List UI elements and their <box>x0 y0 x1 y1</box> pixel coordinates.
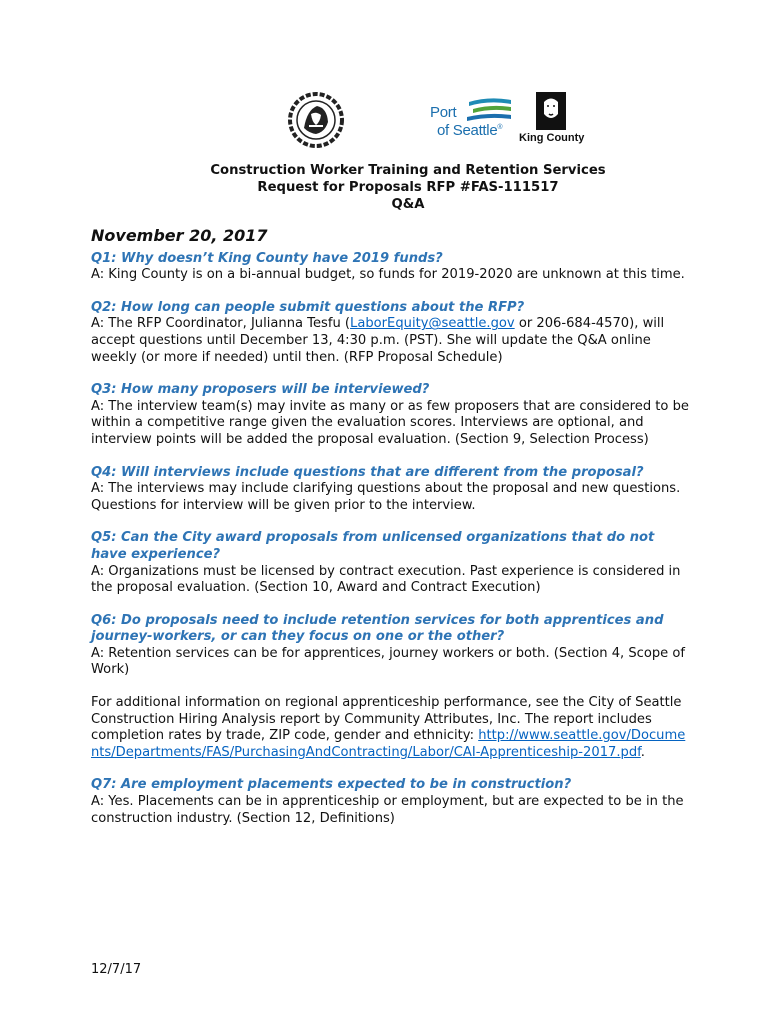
mlk-portrait-icon <box>536 92 566 130</box>
answer-6-extra-pre: For additional information on regional apprenticeship performance, see the City of Seattle Construction Hiring Analysis report by Community Attributes, Inc. The report includes completion rates by trade, ZIP code, gender and ethnicity: <box>91 695 682 744</box>
king-county-logo <box>519 92 583 148</box>
question-7: Q7: Are employment placements expected to be in construction? <box>91 777 572 793</box>
question-1: Q1: Why doesn’t King County have 2019 funds? <box>91 250 443 266</box>
answer-2-pre: A: The RFP Coordinator, Julianna Tesfu ( <box>91 316 351 332</box>
answer-1: A: King County is on a bi-annual budget, so funds for 2019-2020 are unknown at this time. <box>91 267 685 283</box>
title-line-3: Q&A <box>391 197 425 212</box>
answer-6: A: Retention services can be for apprentices, journey workers or both. (Section 4, Scope of Work) <box>91 645 686 678</box>
report-link[interactable]: http://www.seattle.gov/Documents/Departments/FAS/PurchasingAndContracting/Labor/CAI-Apprenticeship-2017.pdf <box>91 728 686 760</box>
document-title <box>0 162 770 213</box>
answer-3: A: The interview team(s) may invite as many or as few proposers that are considered to be within a competitive range given the evaluation scores. Interviews are optional, and interview points will be added the proposal evaluation. (Section 9, Selection Process) <box>91 398 689 447</box>
header-logos <box>0 90 770 150</box>
answer-5: A: Organizations must be licensed by contract execution. Past experience is considered in the proposal evaluation. (Section 10, Award and Contract Execution) <box>91 563 681 596</box>
answer-2 <box>91 316 691 366</box>
question-2: Q2: How long can people submit questions about the RFP? <box>91 299 525 315</box>
document-date: November 20, 2017 <box>91 226 268 245</box>
port-of-seattle-logo <box>427 94 511 142</box>
port-text-line2 <box>437 122 502 139</box>
question-5: Q5: Can the City award proposals from unlicensed organizations that do not have experience? <box>91 530 655 562</box>
answer-4: A: The interviews may include clarifying questions about the proposal and new questions. Questions for interview will be given prior to the interview. <box>91 481 681 513</box>
question-4: Q4: Will interviews include questions that are different from the proposal? <box>91 464 644 480</box>
answer-2-post: or 206-684-4570), will accept questions until December 13, 4:30 p.m. (PST). She will update the Q&A online weekly (or more if needed) until then. (RFP Proposal Schedule) <box>91 316 665 365</box>
footer-date: 12/7/17 <box>91 962 142 977</box>
email-link[interactable]: LaborEquity@seattle.gov <box>350 316 515 332</box>
question-3: Q3: How many proposers will be interviewed? <box>91 382 430 398</box>
seattle-seal-icon <box>287 92 345 148</box>
port-text-line2-main: of Seattle <box>437 122 498 139</box>
title-line-2: Request for Proposals RFP #FAS-111517 <box>257 180 559 195</box>
qa-content <box>91 228 691 843</box>
king-county-label: King County <box>519 132 585 144</box>
question-6: Q6: Do proposals need to include retention services for both apprentices and journey-workers, or can they focus on one or the other? <box>91 612 664 645</box>
port-text-line1: Port <box>430 104 457 121</box>
title-line-1: Construction Worker Training and Retention Services <box>210 163 606 178</box>
port-trademark: ® <box>497 124 503 131</box>
answer-6-extra-post: . <box>640 744 645 760</box>
answer-7: A: Yes. Placements can be in apprenticeship or employment, but are expected to be in the construction industry. (Section 12, Definitions) <box>91 794 684 826</box>
answer-6-extra <box>91 695 691 761</box>
